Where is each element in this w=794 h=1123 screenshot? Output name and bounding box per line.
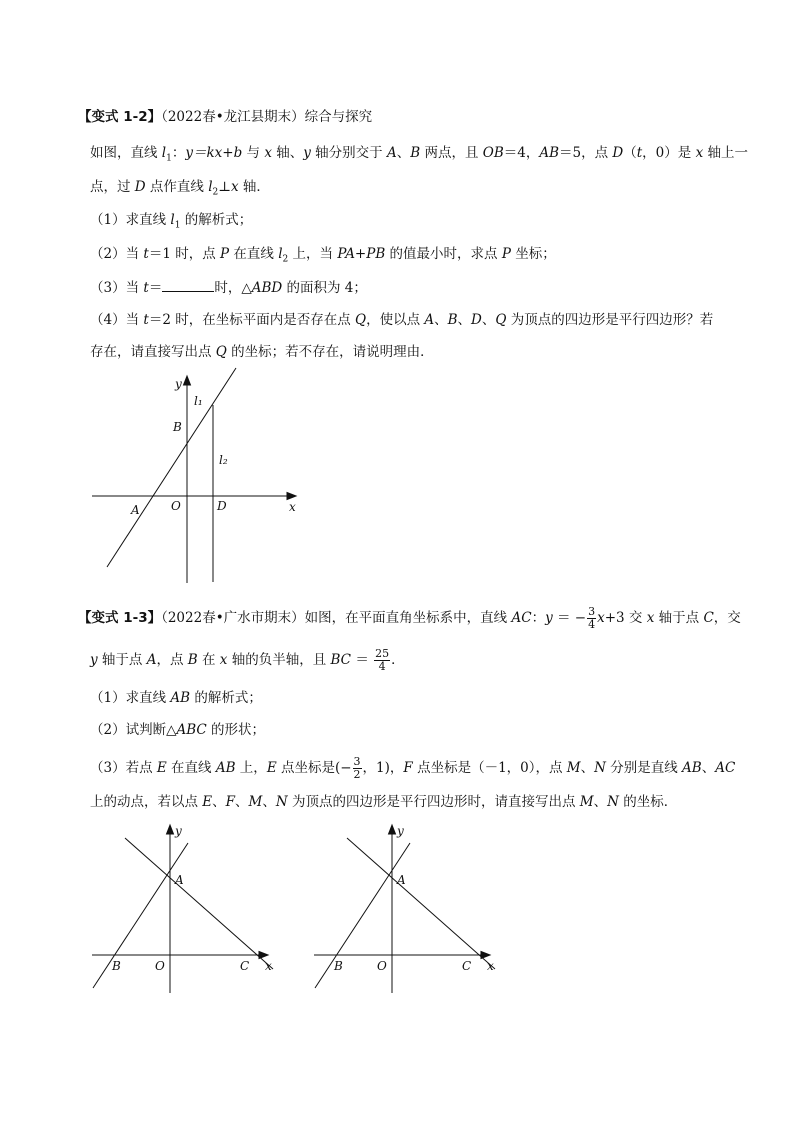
origin-label: O	[171, 499, 181, 513]
point-b-label: B	[112, 959, 121, 973]
fraction-3-4: $\frac{3}{4}$	[588, 605, 596, 631]
l2-label: l₂	[219, 453, 228, 467]
problem-1-2-intro-line1: 如图，直线 $l_1$：y＝kx+b 与 x 轴、y 轴分别交于 A、B 两点，且 OB＝4，AB＝5，点 D（t，0）是 x 轴上一	[90, 145, 748, 164]
point-b-label: B	[173, 420, 182, 434]
origin-label: O	[155, 959, 165, 973]
point-a-label: A	[175, 873, 184, 887]
problem-source: （2022春•龙江县期末）综合与探究	[161, 109, 373, 125]
line-ab	[315, 843, 410, 988]
problem-tag: 【变式 1-2】	[78, 109, 162, 125]
point-a-label: A	[131, 503, 140, 517]
fraction-3-2: $\frac{3}{2}$	[353, 755, 361, 781]
fraction-25-4: $\frac{25}{4}$	[375, 647, 390, 673]
problem-1-3-question-2: （2）试判断△ABC 的形状；	[90, 722, 266, 738]
problem-tag: 【变式 1-3】	[78, 610, 162, 626]
origin-label: O	[377, 959, 387, 973]
problem-1-2-question-4-line2: 存在，请直接写出点 Q 的坐标；若不存在，请说明理由．	[90, 344, 434, 360]
l1-label: l₁	[194, 394, 203, 408]
problem-1-3-question-3: （3）若点 E 在直线 AB 上，E 点坐标是(− $\frac{3}{2}$ ，1)，F 点坐标是（－1，0），点 M、N 分别是直线 AB、AC	[90, 755, 736, 781]
problem-1-2-question-1: （1）求直线 $l_1$ 的解析式；	[90, 212, 253, 231]
point-d-label: D	[217, 499, 227, 513]
problem-1-3-question-3-line2: 上的动点，若以点 E、F、M、N 为顶点的四边形是平行四边形时，请直接写出点 M、N 的坐标．	[90, 794, 678, 810]
y-axis-arrow	[389, 825, 396, 834]
x-label: x	[487, 959, 494, 973]
y-label: y	[175, 377, 182, 391]
problem-source: （2022春•广水市期末）	[161, 610, 305, 626]
problem-1-2-question-4: （4）当 t＝2 时，在坐标平面内是否存在点 Q，使以点 A、B、D、Q 为顶点的四边形是平行四边形？若	[90, 312, 714, 328]
problem-1-2-question-3: （3）当 t＝ 时，△ABD 的面积为 4；	[90, 277, 367, 298]
problem-1-3-intro-line2: y 轴于点 A，点 B 在 x 轴的负半轴，且 BC ＝ $\frac{25}{4}$ ．	[90, 647, 405, 673]
x-label: x	[289, 500, 296, 514]
line-ac	[347, 838, 495, 969]
problem-1-2-intro-line2: 点，过 D 点作直线 $l_2\perp x$ 轴．	[90, 179, 270, 198]
point-b-label: B	[334, 959, 343, 973]
problem-1-2-question-2: （2）当 t＝1 时，点 P 在直线 $l_2$ 上，当 PA+PB 的值最小时，求点 P 坐标；	[90, 246, 556, 265]
x-label: x	[265, 959, 272, 973]
point-a-label: A	[397, 873, 406, 887]
point-c-label: C	[462, 959, 472, 973]
y-label: y	[397, 824, 404, 838]
problem-1-3-question-1: （1）求直线 AB 的解析式；	[90, 690, 262, 706]
y-label: y	[175, 824, 182, 838]
problem-1-3-header: 【变式 1-3】（2022春•广水市期末）如图，在平面直角坐标系中，直线 AC：y ＝ − $\frac{3}{4}$ x+3 交 x 轴于点 C，交	[78, 605, 741, 631]
point-c-label: C	[240, 959, 250, 973]
